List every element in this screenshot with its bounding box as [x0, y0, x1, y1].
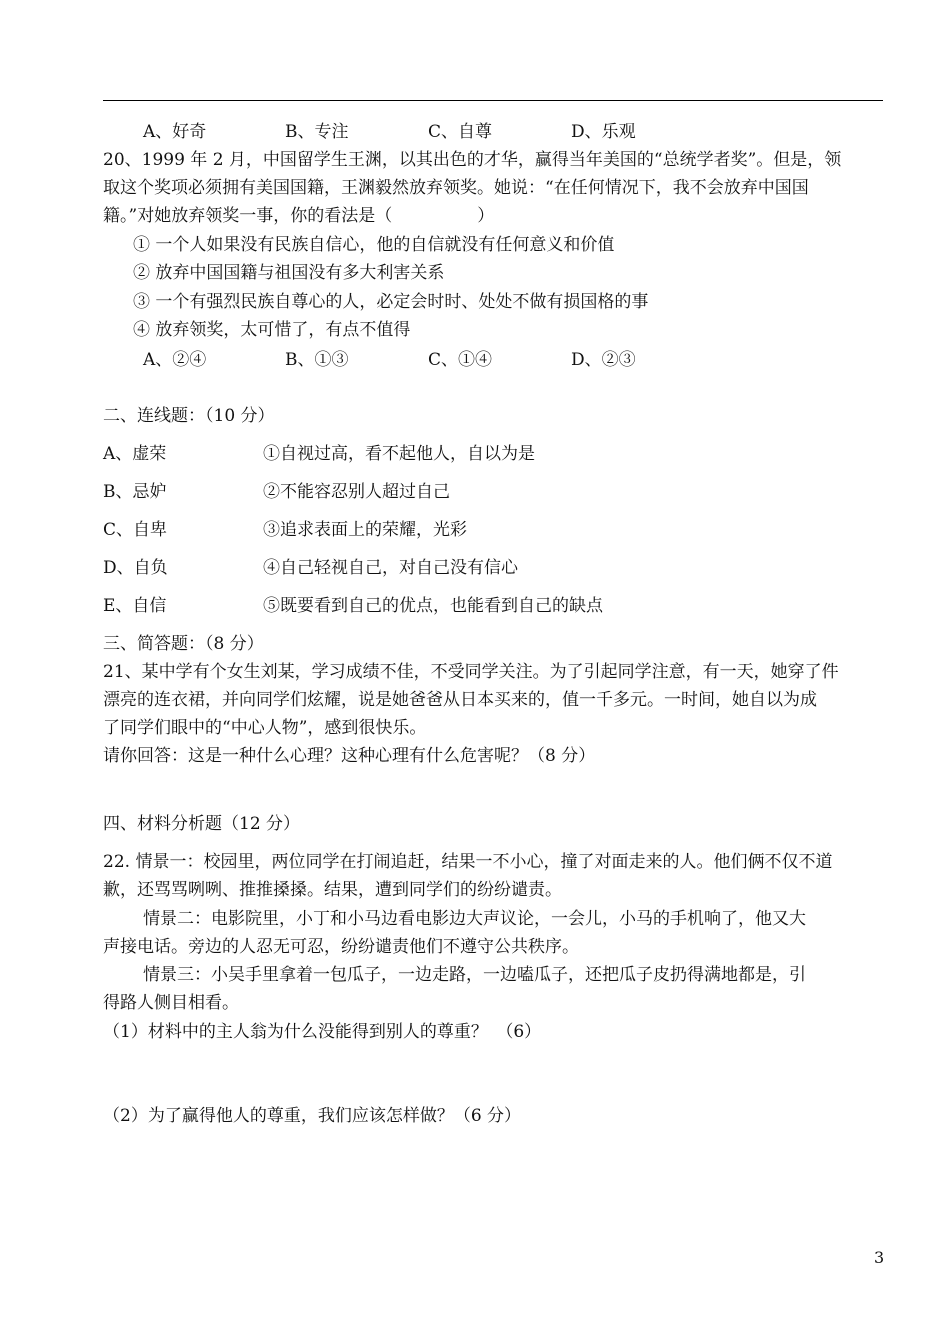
q22-scene3-line2: 得路人侧目相看。: [103, 993, 239, 1013]
q20-item-3: ③ 一个有强烈民族自尊心的人，必定会时时、处处不做有损国格的事: [133, 292, 649, 312]
section2-title: 二、连线题：（10 分）: [103, 406, 275, 426]
q20-option-c: C、①④: [428, 350, 493, 370]
q20-option-b: B、①③: [285, 350, 349, 370]
q22-scene1-line1: 22. 情景一：校园里，两位同学在打闹追赶，结果一不小心，撞了对面走来的人。他们俩不仅不道: [103, 852, 833, 872]
match-left-c: C、自卑: [103, 520, 168, 540]
q20-stem-line1: 20、1999 年 2 月，中国留学生王渊，以其出色的才华，赢得当年美国的“总统学者奖”。但是，领: [103, 150, 842, 170]
match-left-e: E、自信: [103, 596, 167, 616]
q22-scene1-line2: 歉，还骂骂咧咧、推推搡搡。结果，遭到同学们的纷纷谴责。: [103, 880, 562, 900]
match-right-2: ②不能容忍别人超过自己: [263, 482, 450, 502]
q20-stem-line2: 取这个奖项必须拥有美国国籍，王渊毅然放弃领奖。她说：“在任何情况下，我不会放弃中国国: [103, 178, 809, 198]
section4-title: 四、材料分析题（12 分）: [103, 814, 301, 834]
match-right-1: ①自视过高，看不起他人，自以为是: [263, 444, 535, 464]
q19-option-b: B、专注: [285, 122, 349, 142]
q21-question: 请你回答：这是一种什么心理？这种心理有什么危害呢？（8 分）: [103, 746, 596, 766]
page-number: 3: [874, 1248, 885, 1267]
header-rule: [103, 100, 883, 101]
q21-line3: 了同学们眼中的“中心人物”，感到很快乐。: [103, 718, 427, 738]
match-right-5: ⑤既要看到自己的优点，也能看到自己的缺点: [263, 596, 603, 616]
q22-scene3-line1: 情景三：小吴手里拿着一包瓜子，一边走路，一边嗑瓜子，还把瓜子皮扔得满地都是，引: [143, 965, 806, 985]
section3-title: 三、简答题：（8 分）: [103, 634, 264, 654]
match-left-d: D、自负: [103, 558, 168, 578]
q21-line1: 21、某中学有个女生刘某，学习成绩不佳，不受同学关注。为了引起同学注意，有一天，她穿了件: [103, 662, 839, 682]
q22-scene2-line2: 声接电话。旁边的人忍无可忍，纷纷谴责他们不遵守公共秩序。: [103, 937, 579, 957]
q22-scene2-line1: 情景二：电影院里，小丁和小马边看电影边大声议论，一会儿，小马的手机响了，他又大: [143, 909, 806, 929]
match-left-b: B、忌妒: [103, 482, 167, 502]
q20-stem-line3: 籍。”对她放弃领奖一事，你的看法是（ ）: [103, 206, 495, 226]
q20-item-4: ④ 放弃领奖，太可惜了，有点不值得: [133, 320, 411, 340]
q20-item-1: ① 一个人如果没有民族自信心，他的自信就没有任何意义和价值: [133, 235, 615, 255]
q22-subquestion-2: （2）为了赢得他人的尊重，我们应该怎样做？（6 分）: [103, 1106, 522, 1126]
q19-option-c: C、自尊: [428, 122, 493, 142]
match-right-4: ④自己轻视自己，对自己没有信心: [263, 558, 518, 578]
match-left-a: A、虚荣: [103, 444, 167, 464]
q19-option-a: A、好奇: [143, 122, 207, 142]
q20-option-a: A、②④: [143, 350, 207, 370]
q20-item-2: ② 放弃中国国籍与祖国没有多大利害关系: [133, 263, 445, 283]
match-right-3: ③追求表面上的荣耀，光彩: [263, 520, 467, 540]
q20-option-d: D、②③: [571, 350, 636, 370]
q19-option-d: D、乐观: [571, 122, 636, 142]
q21-line2: 漂亮的连衣裙，并向同学们炫耀，说是她爸爸从日本买来的，值一千多元。一时间，她自以为成: [103, 690, 817, 710]
q22-subquestion-1: （1）材料中的主人翁为什么没能得到别人的尊重？ （6）: [103, 1022, 542, 1042]
